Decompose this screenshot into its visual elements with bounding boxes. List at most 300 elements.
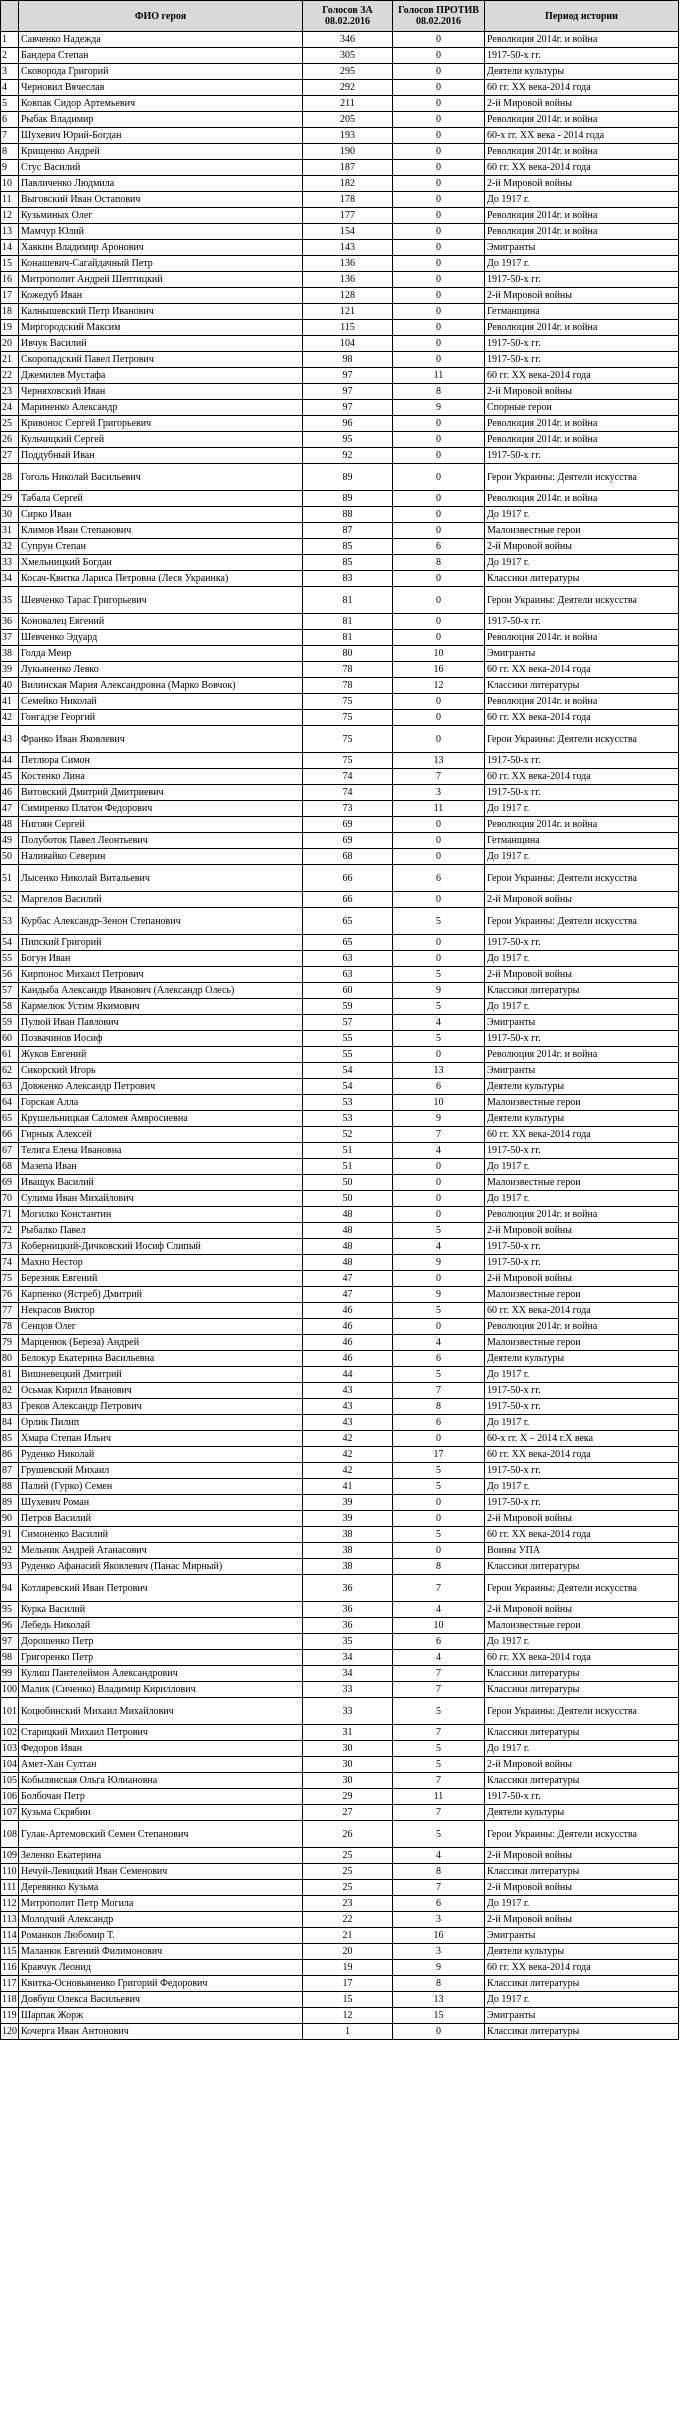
hero-name: Кулиш Пантелеймон Александрович xyxy=(19,1666,303,1682)
row-number: 9 xyxy=(1,160,19,176)
votes-for: 85 xyxy=(303,555,393,571)
hero-name: Конашевич-Сагайдачный Петр xyxy=(19,256,303,272)
history-period: Малоизвестные герои xyxy=(485,1287,679,1303)
votes-for: 68 xyxy=(303,849,393,865)
hero-name: Молодчий Александр xyxy=(19,1912,303,1928)
history-period: Спорные герои xyxy=(485,400,679,416)
hero-name: Кирпонос Михаил Петрович xyxy=(19,967,303,983)
votes-for: 30 xyxy=(303,1773,393,1789)
table-row xyxy=(1,1463,679,1479)
history-period: Революция 2014г. и война xyxy=(485,416,679,432)
row-number: 45 xyxy=(1,769,19,785)
votes-against: 0 xyxy=(393,1191,485,1207)
votes-against: 0 xyxy=(393,523,485,539)
hero-name: Котляревский Иван Петрович xyxy=(19,1575,303,1602)
table-row xyxy=(1,1511,679,1527)
row-number: 25 xyxy=(1,416,19,432)
row-number: 4 xyxy=(1,80,19,96)
history-period: Классики литературы xyxy=(485,1559,679,1575)
row-number: 66 xyxy=(1,1127,19,1143)
row-number: 7 xyxy=(1,128,19,144)
history-period: 60 гг. XX века-2014 года xyxy=(485,1447,679,1463)
hero-name: Могилко Константин xyxy=(19,1207,303,1223)
hero-name: Вилинская Мария Александровна (Марко Вовчок) xyxy=(19,678,303,694)
votes-for: 38 xyxy=(303,1543,393,1559)
table-row xyxy=(1,1431,679,1447)
table-row xyxy=(1,336,679,352)
votes-for: 89 xyxy=(303,464,393,491)
history-period: Революция 2014г. и война xyxy=(485,224,679,240)
table-row xyxy=(1,1634,679,1650)
history-period: 2-й Мировой войны xyxy=(485,1757,679,1773)
history-period: Революция 2014г. и война xyxy=(485,1207,679,1223)
history-period: Герои Украины: Деятели искусства xyxy=(485,726,679,753)
hero-name: Маланюк Евгений Филимонович xyxy=(19,1944,303,1960)
votes-against: 0 xyxy=(393,32,485,48)
hero-name: Некрасов Виктор xyxy=(19,1303,303,1319)
history-period: До 1917 г. xyxy=(485,801,679,817)
votes-against: 0 xyxy=(393,96,485,112)
hero-name: Кандыба Александр Иванович (Александр Олесь) xyxy=(19,983,303,999)
hero-name: Сирко Иван xyxy=(19,507,303,523)
hero-name: Калнышевский Петр Иванович xyxy=(19,304,303,320)
table-row xyxy=(1,571,679,587)
history-period: 1917-50-х гг. xyxy=(485,1255,679,1271)
history-period: 2-й Мировой войны xyxy=(485,1223,679,1239)
history-period: Герои Украины: Деятели искусства xyxy=(485,1575,679,1602)
hero-name: Жуков Евгений xyxy=(19,1047,303,1063)
votes-against: 0 xyxy=(393,336,485,352)
votes-against: 0 xyxy=(393,694,485,710)
row-number: 36 xyxy=(1,614,19,630)
votes-for: 36 xyxy=(303,1602,393,1618)
votes-for: 97 xyxy=(303,400,393,416)
row-number: 56 xyxy=(1,967,19,983)
votes-against: 8 xyxy=(393,1399,485,1415)
votes-against: 0 xyxy=(393,416,485,432)
votes-for: 75 xyxy=(303,753,393,769)
table-row xyxy=(1,1789,679,1805)
hero-name: Махно Нестор xyxy=(19,1255,303,1271)
row-number: 115 xyxy=(1,1944,19,1960)
history-period: 60 гг. XX века-2014 года xyxy=(485,1960,679,1976)
table-row xyxy=(1,523,679,539)
hero-name: Кривонос Сергей Григорьевич xyxy=(19,416,303,432)
row-number: 84 xyxy=(1,1415,19,1431)
row-number: 29 xyxy=(1,491,19,507)
votes-against: 15 xyxy=(393,2008,485,2024)
hero-name: Телига Елена Ивановна xyxy=(19,1143,303,1159)
history-period: Революция 2014г. и война xyxy=(485,1047,679,1063)
votes-against: 0 xyxy=(393,849,485,865)
votes-against: 9 xyxy=(393,1255,485,1271)
table-row xyxy=(1,1559,679,1575)
row-number: 99 xyxy=(1,1666,19,1682)
table-row xyxy=(1,849,679,865)
votes-for: 190 xyxy=(303,144,393,160)
votes-against: 13 xyxy=(393,1992,485,2008)
table-row xyxy=(1,769,679,785)
votes-against: 0 xyxy=(393,1047,485,1063)
history-period: Герои Украины: Деятели искусства xyxy=(485,464,679,491)
votes-for: 211 xyxy=(303,96,393,112)
hero-name: Кульчицкий Сергей xyxy=(19,432,303,448)
votes-for: 54 xyxy=(303,1079,393,1095)
table-row xyxy=(1,1335,679,1351)
table-row xyxy=(1,555,679,571)
row-number: 74 xyxy=(1,1255,19,1271)
votes-for: 85 xyxy=(303,539,393,555)
history-period: 60 гг. XX века-2014 года xyxy=(485,368,679,384)
votes-for: 39 xyxy=(303,1495,393,1511)
votes-against: 0 xyxy=(393,272,485,288)
votes-for: 121 xyxy=(303,304,393,320)
history-period: Классики литературы xyxy=(485,2024,679,2040)
table-row xyxy=(1,1447,679,1463)
history-period: 1917-50-х гг. xyxy=(485,785,679,801)
votes-against: 13 xyxy=(393,1063,485,1079)
history-period: 1917-50-х гг. xyxy=(485,1239,679,1255)
table-row xyxy=(1,833,679,849)
table-row xyxy=(1,1223,679,1239)
history-period: Малоизвестные герои xyxy=(485,1095,679,1111)
table-row xyxy=(1,256,679,272)
votes-against: 0 xyxy=(393,614,485,630)
history-period: Малоизвестные герои xyxy=(485,1618,679,1634)
hero-name: Шухевич Роман xyxy=(19,1495,303,1511)
hero-name: Деревянко Кузьма xyxy=(19,1880,303,1896)
history-period: 1917-50-х гг. xyxy=(485,753,679,769)
row-number: 30 xyxy=(1,507,19,523)
row-number: 114 xyxy=(1,1928,19,1944)
votes-against: 6 xyxy=(393,1351,485,1367)
hero-name: Нечуй-Левицкий Иван Семенович xyxy=(19,1864,303,1880)
table-row xyxy=(1,1063,679,1079)
table-row xyxy=(1,1864,679,1880)
table-row xyxy=(1,1239,679,1255)
votes-for: 177 xyxy=(303,208,393,224)
votes-against: 0 xyxy=(393,1511,485,1527)
table-row xyxy=(1,1896,679,1912)
history-period: 1917-50-х гг. xyxy=(485,336,679,352)
row-number: 37 xyxy=(1,630,19,646)
history-period: Эмигранты xyxy=(485,240,679,256)
hero-name: Болбочан Петр xyxy=(19,1789,303,1805)
hero-name: Греков Александр Петрович xyxy=(19,1399,303,1415)
hero-name: Коберницкий-Дичковский Иосиф Слипый xyxy=(19,1239,303,1255)
hero-name: Ивчук Василий xyxy=(19,336,303,352)
votes-for: 57 xyxy=(303,1015,393,1031)
history-period: 1917-50-х гг. xyxy=(485,352,679,368)
hero-name: Мазепа Иван xyxy=(19,1159,303,1175)
row-number: 65 xyxy=(1,1111,19,1127)
table-row xyxy=(1,1143,679,1159)
row-number: 117 xyxy=(1,1976,19,1992)
history-period: Деятели культуры xyxy=(485,1805,679,1821)
votes-for: 81 xyxy=(303,587,393,614)
table-row xyxy=(1,128,679,144)
table-row xyxy=(1,352,679,368)
votes-against: 6 xyxy=(393,1415,485,1431)
votes-for: 295 xyxy=(303,64,393,80)
votes-against: 5 xyxy=(393,1757,485,1773)
table-row xyxy=(1,384,679,400)
votes-against: 4 xyxy=(393,1143,485,1159)
row-number: 92 xyxy=(1,1543,19,1559)
row-number: 76 xyxy=(1,1287,19,1303)
table-row xyxy=(1,1741,679,1757)
history-period: Революция 2014г. и война xyxy=(485,208,679,224)
row-number: 107 xyxy=(1,1805,19,1821)
history-period: Деятели культуры xyxy=(485,1111,679,1127)
history-period: До 1917 г. xyxy=(485,1634,679,1650)
votes-against: 8 xyxy=(393,384,485,400)
history-period: Эмигранты xyxy=(485,1015,679,1031)
votes-against: 5 xyxy=(393,1463,485,1479)
row-number: 86 xyxy=(1,1447,19,1463)
votes-for: 21 xyxy=(303,1928,393,1944)
table-row xyxy=(1,999,679,1015)
history-period: 60 гг. XX века-2014 года xyxy=(485,769,679,785)
votes-against: 5 xyxy=(393,1741,485,1757)
history-period: До 1917 г. xyxy=(485,192,679,208)
table-row xyxy=(1,208,679,224)
history-period: До 1917 г. xyxy=(485,555,679,571)
hero-name: Григоренко Петр xyxy=(19,1650,303,1666)
history-period: 2-й Мировой войны xyxy=(485,288,679,304)
row-number: 53 xyxy=(1,908,19,935)
row-number: 14 xyxy=(1,240,19,256)
history-period: Эмигранты xyxy=(485,1928,679,1944)
votes-for: 51 xyxy=(303,1143,393,1159)
votes-for: 1 xyxy=(303,2024,393,2040)
history-period: 2-й Мировой войны xyxy=(485,1912,679,1928)
votes-against: 0 xyxy=(393,951,485,967)
row-number: 91 xyxy=(1,1527,19,1543)
votes-for: 63 xyxy=(303,951,393,967)
hero-name: Грушевский Михаил xyxy=(19,1463,303,1479)
votes-against: 4 xyxy=(393,1848,485,1864)
hero-name: Кобылянская Ольга Юлиановна xyxy=(19,1773,303,1789)
row-number: 116 xyxy=(1,1960,19,1976)
votes-against: 0 xyxy=(393,352,485,368)
history-period: Классики литературы xyxy=(485,571,679,587)
votes-for: 143 xyxy=(303,240,393,256)
hero-name: Шухевич Юрий-Богдан xyxy=(19,128,303,144)
table-row xyxy=(1,1666,679,1682)
table-row xyxy=(1,817,679,833)
votes-against: 6 xyxy=(393,865,485,892)
history-period: 2-й Мировой войны xyxy=(485,1880,679,1896)
votes-for: 29 xyxy=(303,1789,393,1805)
table-row xyxy=(1,1111,679,1127)
votes-against: 5 xyxy=(393,999,485,1015)
history-period: 2-й Мировой войны xyxy=(485,892,679,908)
table-row xyxy=(1,32,679,48)
row-number: 17 xyxy=(1,288,19,304)
votes-against: 7 xyxy=(393,769,485,785)
votes-against: 0 xyxy=(393,112,485,128)
history-period: Революция 2014г. и война xyxy=(485,112,679,128)
votes-for: 83 xyxy=(303,571,393,587)
table-row xyxy=(1,1015,679,1031)
hero-name: Симиренко Платон Федорович xyxy=(19,801,303,817)
hero-name: Черновил Вячеслав xyxy=(19,80,303,96)
row-number: 78 xyxy=(1,1319,19,1335)
table-row xyxy=(1,1159,679,1175)
row-number: 50 xyxy=(1,849,19,865)
table-row xyxy=(1,416,679,432)
hero-name: Черняховский Иван xyxy=(19,384,303,400)
table-body xyxy=(1,32,679,2040)
votes-for: 41 xyxy=(303,1479,393,1495)
votes-for: 39 xyxy=(303,1511,393,1527)
table-row xyxy=(1,694,679,710)
hero-name: Кармелюк Устим Якимович xyxy=(19,999,303,1015)
row-number: 33 xyxy=(1,555,19,571)
votes-for: 50 xyxy=(303,1175,393,1191)
hero-name: Позвачинов Иосиф xyxy=(19,1031,303,1047)
votes-against: 4 xyxy=(393,1335,485,1351)
votes-for: 115 xyxy=(303,320,393,336)
votes-against: 7 xyxy=(393,1575,485,1602)
votes-for: 43 xyxy=(303,1399,393,1415)
row-number: 49 xyxy=(1,833,19,849)
hero-name: Кузьминых Олег xyxy=(19,208,303,224)
votes-for: 95 xyxy=(303,432,393,448)
row-number: 103 xyxy=(1,1741,19,1757)
history-period: Воины УПА xyxy=(485,1543,679,1559)
votes-against: 3 xyxy=(393,785,485,801)
history-period: До 1917 г. xyxy=(485,1367,679,1383)
votes-for: 34 xyxy=(303,1666,393,1682)
table-row xyxy=(1,1095,679,1111)
votes-against: 11 xyxy=(393,1789,485,1805)
votes-for: 43 xyxy=(303,1415,393,1431)
hero-name: Хавкин Владимир Аронович xyxy=(19,240,303,256)
votes-for: 42 xyxy=(303,1463,393,1479)
votes-against: 0 xyxy=(393,192,485,208)
history-period: Революция 2014г. и война xyxy=(485,694,679,710)
votes-against: 0 xyxy=(393,448,485,464)
row-number: 57 xyxy=(1,983,19,999)
hero-name: Симоненко Василий xyxy=(19,1527,303,1543)
header-votes-against: Голосов ПРОТИВ 08.02.2016 xyxy=(393,1,485,32)
votes-against: 5 xyxy=(393,1223,485,1239)
row-number: 79 xyxy=(1,1335,19,1351)
votes-for: 60 xyxy=(303,983,393,999)
table-row xyxy=(1,646,679,662)
hero-name: Федоров Иван xyxy=(19,1741,303,1757)
table-row xyxy=(1,160,679,176)
votes-for: 36 xyxy=(303,1618,393,1634)
hero-name: Супрун Степан xyxy=(19,539,303,555)
hero-name: Миргородский Максим xyxy=(19,320,303,336)
votes-for: 136 xyxy=(303,256,393,272)
row-number: 70 xyxy=(1,1191,19,1207)
history-period: До 1917 г. xyxy=(485,849,679,865)
row-number: 111 xyxy=(1,1880,19,1896)
votes-for: 75 xyxy=(303,710,393,726)
header-row xyxy=(1,1,679,32)
votes-for: 80 xyxy=(303,646,393,662)
votes-for: 87 xyxy=(303,523,393,539)
row-number: 81 xyxy=(1,1367,19,1383)
hero-name: Хмельницкий Богдан xyxy=(19,555,303,571)
table-row xyxy=(1,176,679,192)
history-period: До 1917 г. xyxy=(485,1992,679,2008)
votes-for: 92 xyxy=(303,448,393,464)
row-number: 31 xyxy=(1,523,19,539)
history-period: Классики литературы xyxy=(485,1864,679,1880)
votes-for: 43 xyxy=(303,1383,393,1399)
table-row xyxy=(1,1992,679,2008)
history-period: 1917-50-х гг. xyxy=(485,614,679,630)
hero-name: Мельник Андрей Атанасович xyxy=(19,1543,303,1559)
votes-against: 0 xyxy=(393,304,485,320)
history-period: До 1917 г. xyxy=(485,999,679,1015)
hero-name: Романков Любомир Т. xyxy=(19,1928,303,1944)
votes-for: 44 xyxy=(303,1367,393,1383)
table-row xyxy=(1,192,679,208)
votes-against: 0 xyxy=(393,288,485,304)
hero-name: Климов Иван Степанович xyxy=(19,523,303,539)
table-row xyxy=(1,2008,679,2024)
votes-for: 42 xyxy=(303,1447,393,1463)
table-row xyxy=(1,507,679,523)
table-row xyxy=(1,892,679,908)
row-number: 41 xyxy=(1,694,19,710)
table-row xyxy=(1,1650,679,1666)
votes-against: 0 xyxy=(393,833,485,849)
hero-name: Ковпак Сидор Артемьевич xyxy=(19,96,303,112)
votes-for: 88 xyxy=(303,507,393,523)
row-number: 3 xyxy=(1,64,19,80)
votes-for: 48 xyxy=(303,1207,393,1223)
row-number: 75 xyxy=(1,1271,19,1287)
votes-against: 6 xyxy=(393,539,485,555)
votes-for: 65 xyxy=(303,908,393,935)
votes-for: 78 xyxy=(303,662,393,678)
hero-name: Петлюра Симон xyxy=(19,753,303,769)
votes-for: 23 xyxy=(303,1896,393,1912)
row-number: 27 xyxy=(1,448,19,464)
hero-name: Коновалец Евгений xyxy=(19,614,303,630)
row-number: 60 xyxy=(1,1031,19,1047)
table-row xyxy=(1,967,679,983)
row-number: 77 xyxy=(1,1303,19,1319)
row-number: 109 xyxy=(1,1848,19,1864)
hero-name: Митрополит Петр Могила xyxy=(19,1896,303,1912)
history-period: До 1917 г. xyxy=(485,1479,679,1495)
votes-against: 5 xyxy=(393,1698,485,1725)
votes-for: 346 xyxy=(303,32,393,48)
votes-for: 47 xyxy=(303,1271,393,1287)
row-number: 43 xyxy=(1,726,19,753)
hero-name: Табала Сергей xyxy=(19,491,303,507)
votes-for: 69 xyxy=(303,833,393,849)
hero-name: Осьмак Кирилл Иванович xyxy=(19,1383,303,1399)
row-number: 94 xyxy=(1,1575,19,1602)
hero-name: Руденко Афанасий Яковлевич (Панас Мирный) xyxy=(19,1559,303,1575)
table-row xyxy=(1,630,679,646)
row-number: 119 xyxy=(1,2008,19,2024)
row-number: 110 xyxy=(1,1864,19,1880)
votes-against: 7 xyxy=(393,1725,485,1741)
row-number: 80 xyxy=(1,1351,19,1367)
hero-name: Шевченко Тарас Григорьевич xyxy=(19,587,303,614)
table-row xyxy=(1,1175,679,1191)
